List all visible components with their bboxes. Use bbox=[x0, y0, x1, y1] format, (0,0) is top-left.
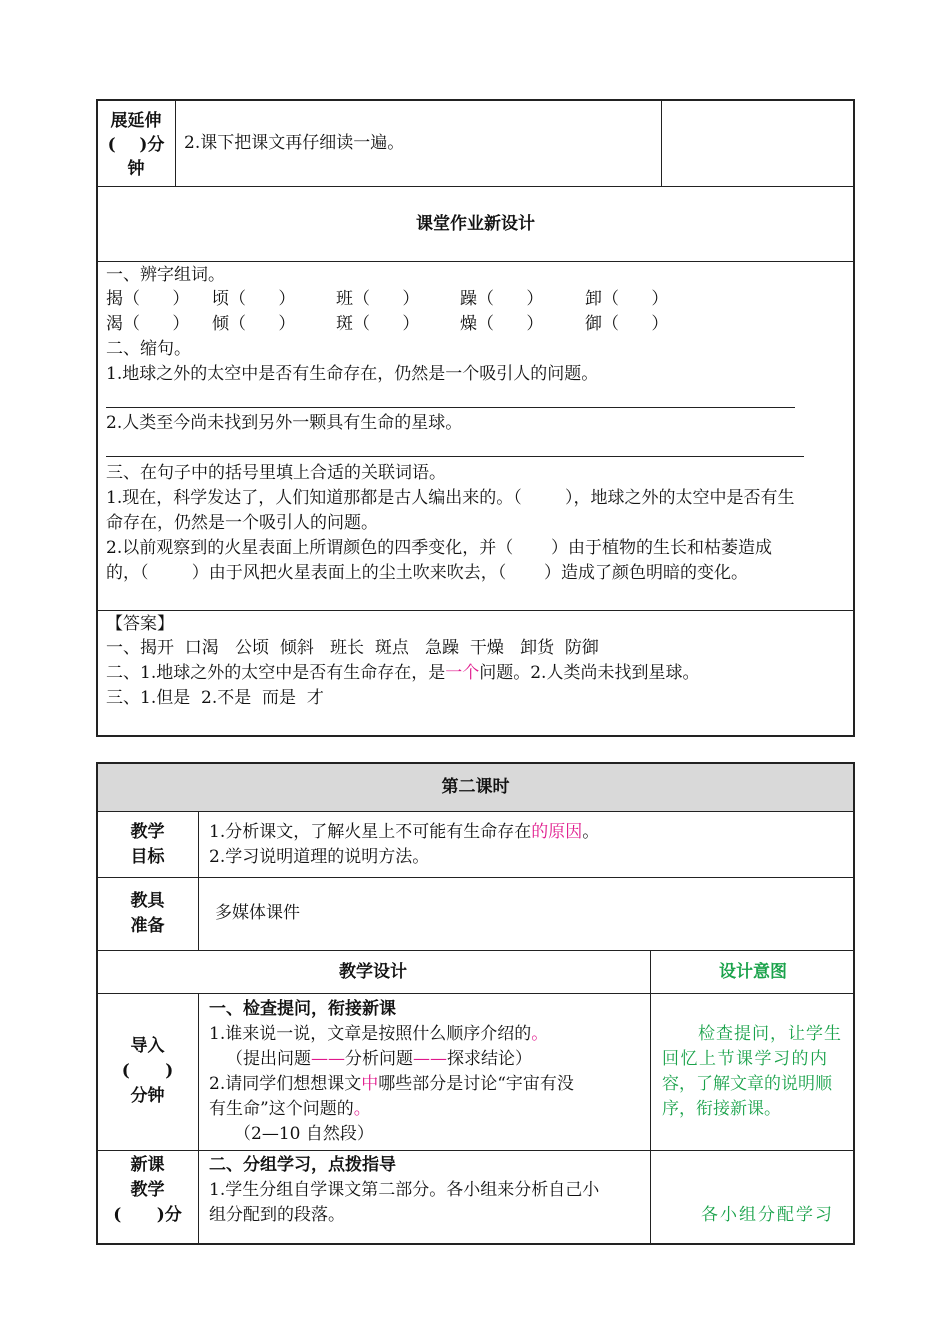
intro-line-1: 1.谁来说一说，文章是按照什么顺序介绍的。 bbox=[209, 1024, 549, 1044]
q1-title: 一、辨字组词。 bbox=[106, 265, 225, 285]
q1-row1-item: 顷（ ） bbox=[212, 289, 296, 309]
design-header: 教学设计 bbox=[339, 962, 407, 982]
newlesson-line-1: 1.学生分组自学课文第二部分。各小组来分析自己小 bbox=[209, 1180, 600, 1200]
answer-line bbox=[106, 407, 795, 408]
intro-line-5: （2—10 自然段） bbox=[234, 1124, 374, 1144]
q1-row1-item: 躁（ ） bbox=[460, 289, 544, 309]
q3-sentence-1-cont: 命存在，仍然是一个吸引人的问题。 bbox=[106, 513, 378, 533]
intro-intent: 检查提问，让学生 回忆上节课学习的内 容，了解文章的说明顺 序，衔接新课。 bbox=[662, 1024, 842, 1119]
newlesson-heading: 二、分组学习，点拨指导 bbox=[209, 1155, 396, 1175]
newlesson-line-2: 组分配到的段落。 bbox=[209, 1205, 345, 1225]
q1-row1-item: 卸（ ） bbox=[585, 289, 669, 309]
q1-row2-item: 燥（ ） bbox=[460, 314, 544, 334]
goal-1: 1.分析课文，了解火星上不可能有生命存在的原因。 bbox=[209, 822, 600, 842]
q1-row2-item: 渴（ ） bbox=[106, 314, 190, 334]
intent-header: 设计意图 bbox=[719, 962, 787, 982]
answer-line bbox=[106, 456, 804, 457]
newlesson-label: 新课 教学 ( )分 bbox=[113, 1155, 182, 1225]
answer-3: 三、1.但是 2.不是 而是 才 bbox=[106, 688, 324, 708]
extension-content: 2.课下把课文再仔细读一遍。 bbox=[184, 133, 405, 153]
answer-1: 一、揭开 口渴 公顷 倾斜 班长 斑点 急躁 干燥 卸货 防御 bbox=[106, 638, 599, 658]
intro-line-3: 2.请同学们想想课文中哪些部分是讨论“宇宙有没 bbox=[209, 1074, 574, 1094]
tools-content: 多媒体课件 bbox=[215, 903, 300, 923]
extension-label: 展延伸 ( )分 钟 bbox=[107, 111, 165, 179]
intro-heading: 一、检查提问，衔接新课 bbox=[209, 999, 396, 1019]
homework-title: 课堂作业新设计 bbox=[416, 214, 535, 234]
q1-row1-item: 班（ ） bbox=[336, 289, 420, 309]
q3-sentence-2: 2.以前观察到的火星表面上所谓颜色的四季变化，并（ ）由于植物的生长和枯萎造成 bbox=[106, 538, 773, 558]
newlesson-intent: 各小组分配学习 bbox=[701, 1205, 834, 1225]
intro-label: 导入 ( ) 分钟 bbox=[121, 1036, 174, 1106]
q1-row2-item: 御（ ） bbox=[585, 314, 669, 334]
goal-2: 2.学习说明道理的说明方法。 bbox=[209, 847, 430, 867]
answers-title: 【答案】 bbox=[106, 614, 174, 634]
q1-row2-item: 斑（ ） bbox=[336, 314, 420, 334]
intro-line-2: （提出问题——分析问题——探求结论） bbox=[226, 1049, 532, 1069]
goals-label: 教学 目标 bbox=[130, 822, 165, 867]
q3-sentence-2-cont: 的，（ ）由于风把火星表面上的尘土吹来吹去，（ ）造成了颜色明暗的变化。 bbox=[106, 563, 749, 583]
q1-row1-item: 揭（ ） bbox=[106, 289, 190, 309]
answer-2: 二、1.地球之外的太空中是否有生命存在，是一个问题。2.人类尚未找到星球。 bbox=[106, 663, 700, 683]
q3-sentence-1: 1.现在，科学发达了，人们知道那都是古人编出来的。（ ），地球之外的太空中是否有生 bbox=[106, 488, 795, 508]
q2-sentence-1: 1.地球之外的太空中是否有生命存在，仍然是一个吸引人的问题。 bbox=[106, 364, 599, 384]
q1-row2-item: 倾（ ） bbox=[212, 314, 296, 334]
lesson-title: 第二课时 bbox=[441, 777, 510, 797]
tools-label: 教具 准备 bbox=[130, 891, 165, 936]
q2-sentence-2: 2.人类至今尚未找到另外一颗具有生命的星球。 bbox=[106, 413, 463, 433]
q2-title: 二、缩句。 bbox=[106, 339, 191, 359]
q3-title: 三、在句子中的括号里填上合适的关联词语。 bbox=[106, 463, 446, 483]
intro-line-4: 有生命”这个问题的。 bbox=[209, 1099, 371, 1119]
